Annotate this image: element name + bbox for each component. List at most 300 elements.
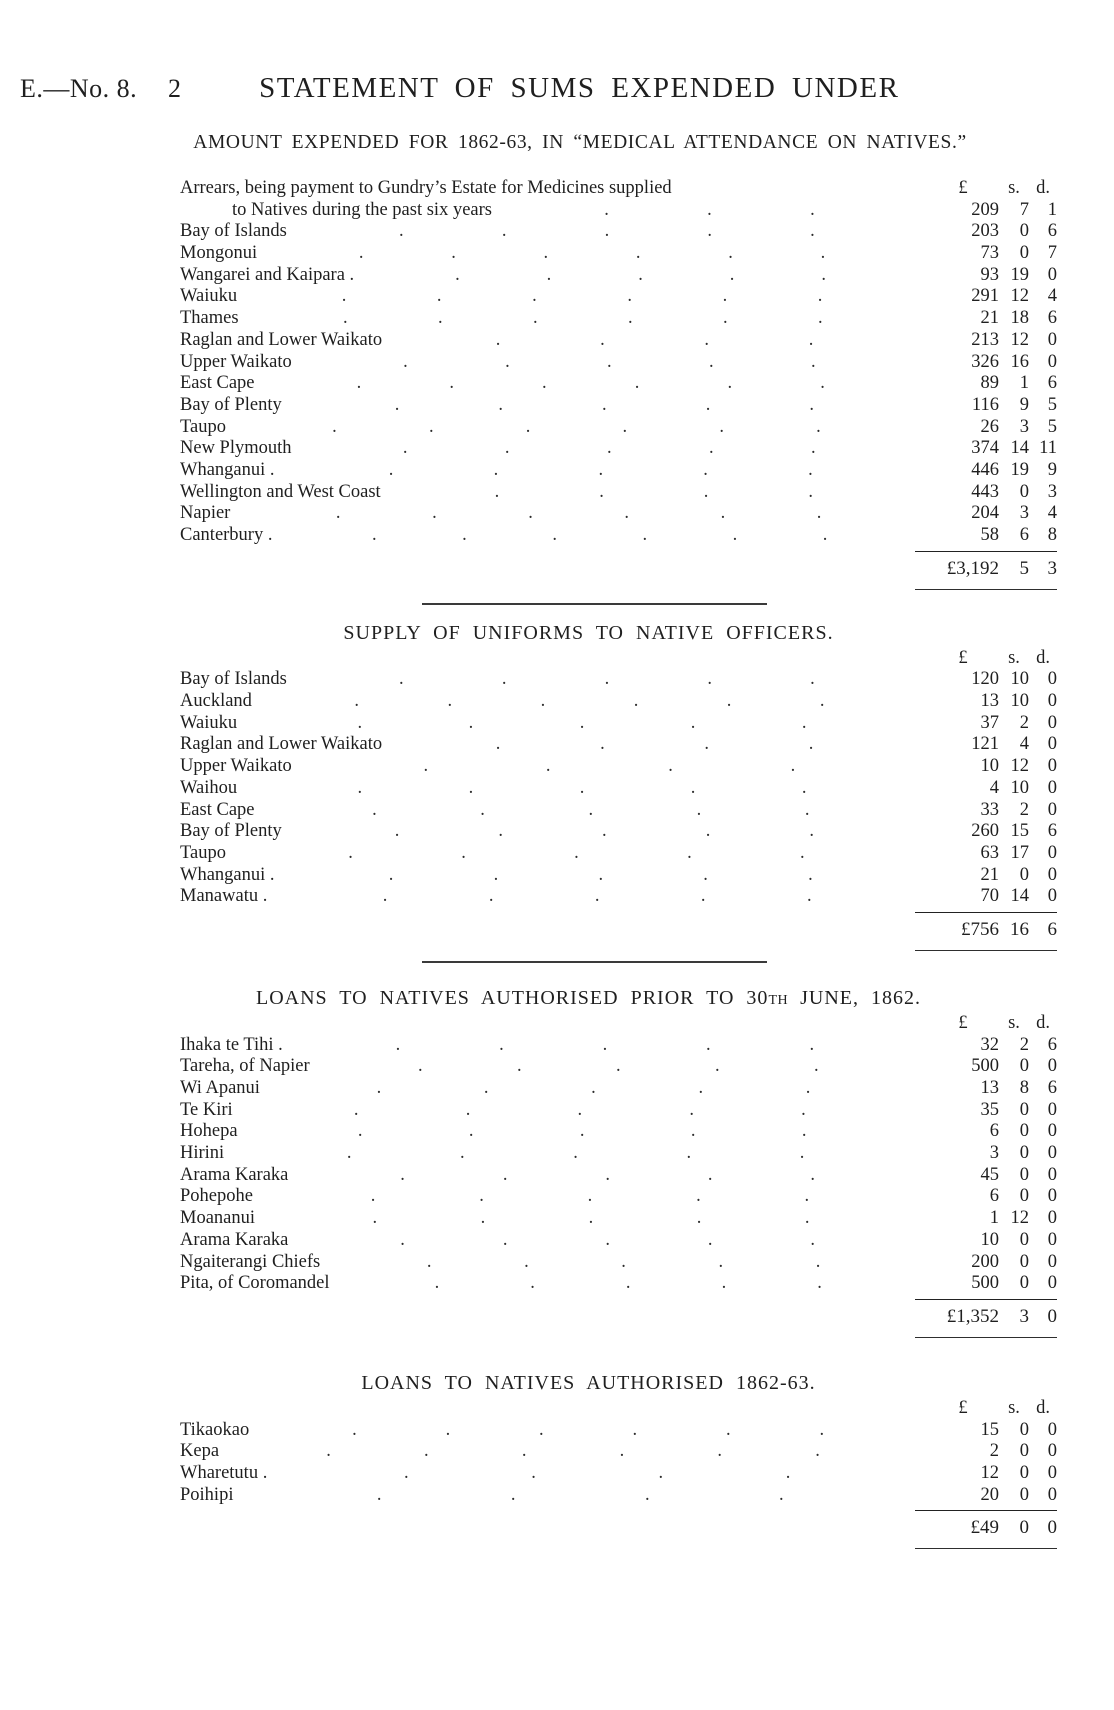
pence-value: 0 <box>1047 1484 1057 1505</box>
row-label: Hohepa <box>180 1121 238 1142</box>
section4-total <box>180 1510 1057 1549</box>
table-row <box>180 417 1057 439</box>
row-label: Tareha, of Napier <box>180 1056 310 1077</box>
row-label: Waiuku <box>180 712 238 733</box>
row-label: Manawatu . <box>180 886 268 907</box>
table-row-arrears-line1 <box>180 178 1057 200</box>
table-row <box>180 691 1057 713</box>
table-row <box>180 1230 1057 1252</box>
row-label: Taupo <box>180 842 226 863</box>
shillings-value: 3 <box>1019 503 1029 524</box>
row-label: Arama Karaka <box>180 1164 289 1185</box>
pence-value: 0 <box>1047 1273 1057 1294</box>
leader-dots: . . . . . . <box>341 286 823 307</box>
total-pence: 0 <box>1047 1305 1057 1327</box>
table-row <box>180 482 1057 504</box>
shillings-value: 0 <box>1019 1419 1029 1440</box>
pence-value: 4 <box>1047 286 1057 307</box>
leader-dots: . . . . . <box>394 394 814 415</box>
row-label: Bay of Plenty <box>180 394 282 415</box>
leader-dots: . . . . . <box>418 1056 819 1077</box>
shillings-value: 19 <box>1010 459 1029 480</box>
leader-dots: . . . . . . <box>335 503 822 524</box>
pence-value: 0 <box>1047 1462 1057 1483</box>
table-row <box>180 756 1057 778</box>
leader-dots: . . . . . . <box>326 1441 820 1462</box>
pounds-value: 260 <box>971 821 999 842</box>
total-pounds: £3,192 <box>946 557 999 579</box>
pounds-value: 116 <box>971 394 999 415</box>
pence-value: 0 <box>1047 1099 1057 1120</box>
pence-value: 7 <box>1047 243 1057 264</box>
table-row <box>180 1121 1057 1143</box>
table-row <box>180 395 1057 417</box>
total-row <box>915 912 1057 941</box>
leader-dots: . . . . . <box>399 669 815 690</box>
shillings-value: 15 <box>1010 821 1029 842</box>
total-shillings: 3 <box>1019 1305 1029 1327</box>
shillings-value: 0 <box>1019 1056 1029 1077</box>
table-row <box>180 308 1057 330</box>
pounds-value: 26 <box>980 416 999 437</box>
total-shillings: 16 <box>1010 918 1029 940</box>
shillings-value: 1 <box>1019 373 1029 394</box>
pounds-value: 1 <box>989 1208 999 1229</box>
leader-dots: . . . . . . <box>332 416 821 437</box>
uniforms-table <box>180 648 1057 951</box>
pence-value: 6 <box>1047 373 1057 394</box>
shillings-value: 0 <box>1019 1121 1029 1142</box>
pence-value: 0 <box>1047 756 1057 777</box>
total-pence: 3 <box>1047 557 1057 579</box>
table-row <box>180 886 1057 908</box>
shillings-value: 14 <box>1010 886 1029 907</box>
pence-value: 0 <box>1047 712 1057 733</box>
table-row <box>180 669 1057 691</box>
table-row <box>180 865 1057 887</box>
pounds-value: 500 <box>971 1056 999 1077</box>
leader-dots: . . . . . <box>434 1273 822 1294</box>
pence-column-header: d. <box>1036 647 1050 668</box>
pence-value: 0 <box>1047 734 1057 755</box>
shillings-value: 10 <box>1010 777 1029 798</box>
pounds-value: 443 <box>971 481 999 502</box>
loans-186263-table <box>180 1398 1057 1549</box>
row-label: Auckland <box>180 691 252 712</box>
table-rows <box>180 669 1057 908</box>
pounds-value: 20 <box>980 1484 999 1505</box>
shillings-value: 7 <box>1019 199 1029 220</box>
row-label: Bay of Plenty <box>180 821 282 842</box>
leader-dots: . . . . . <box>399 221 815 242</box>
total-row <box>915 1510 1057 1539</box>
pounds-value: 120 <box>971 669 999 690</box>
shillings-value: 0 <box>1019 1273 1029 1294</box>
row-label: Taupo <box>180 416 226 437</box>
page-number: 2 <box>168 74 181 103</box>
table-row <box>180 243 1057 265</box>
row-label: Te Kiri <box>180 1099 233 1120</box>
leader-dots: . . . . . . <box>352 1419 825 1440</box>
total-pence: 0 <box>1047 1517 1057 1539</box>
pounds-value: 13 <box>980 691 999 712</box>
table-row <box>180 1078 1057 1100</box>
table-row <box>180 1035 1057 1057</box>
page-content <box>180 178 1057 1549</box>
shillings-column-header: s. <box>1008 1397 1020 1418</box>
section1-title: AMOUNT EXPENDED FOR 1862-63, IN “MEDICAL ATTENDANCE ON NATIVES.” <box>193 132 967 153</box>
shillings-value: 10 <box>1010 691 1029 712</box>
leader-dots: . . . . . <box>372 799 810 820</box>
row-label: Upper Waikato <box>180 351 292 372</box>
pounds-value: 6 <box>989 1121 999 1142</box>
row-label: Wangarei and Kaipara . <box>180 264 355 285</box>
leader-dots: . . . . . <box>357 777 807 798</box>
table-row-arrears-line2 <box>180 200 1057 222</box>
currency-header-row <box>180 648 1057 670</box>
leader-dots: . . . . . . <box>358 243 826 264</box>
row-label: Raglan and Lower Waikato <box>180 329 383 350</box>
leader-dots: . . . . . <box>394 821 814 842</box>
section2-heading: SUPPLY OF UNIFORMS TO NATIVE OFFICERS. <box>343 621 834 644</box>
leader-dots: . . . . . . <box>354 691 825 712</box>
total-shillings: 5 <box>1019 557 1029 579</box>
leader-dots: . . . . . <box>357 1121 807 1142</box>
leader-dots: . . . . . <box>353 1099 806 1120</box>
total-rule <box>915 589 1057 590</box>
leader-dots: . . . . . <box>376 1078 811 1098</box>
row-label: Canterbury . <box>180 525 273 545</box>
row-label: Thames <box>180 308 239 329</box>
leader-dots: . . . . . <box>388 459 813 480</box>
total-pounds: £49 <box>970 1517 999 1539</box>
row-label: Arrears, being payment to Gundry’s Estate for Medicines supplied <box>180 178 672 198</box>
pence-value: 8 <box>1047 525 1057 545</box>
pounds-column-header: £ <box>958 647 968 668</box>
row-label: Bay of Islands <box>180 221 287 242</box>
row-label: Ihaka te Tihi . <box>180 1034 283 1055</box>
pence-value: 0 <box>1047 669 1057 690</box>
row-label: East Cape <box>180 373 255 394</box>
table-row <box>180 330 1057 352</box>
pence-value: 3 <box>1047 481 1057 502</box>
pounds-value: 21 <box>980 308 999 329</box>
table-row <box>180 1165 1057 1187</box>
pounds-value: 3 <box>989 1143 999 1164</box>
pounds-value: 45 <box>980 1164 999 1185</box>
pence-value: 0 <box>1047 1251 1057 1272</box>
leader-dots: . . . . . <box>346 1143 805 1164</box>
leader-dots: . . . . <box>494 481 813 502</box>
section3-total <box>180 1299 1057 1338</box>
loans-prior-table <box>180 1013 1057 1338</box>
table-rows <box>180 1035 1057 1295</box>
shillings-value: 0 <box>1019 1229 1029 1250</box>
shillings-value: 8 <box>1019 1078 1029 1098</box>
row-label: Tikaokao <box>180 1419 250 1440</box>
table-row <box>180 286 1057 308</box>
row-label: Bay of Islands <box>180 669 287 690</box>
pounds-value: 35 <box>980 1099 999 1120</box>
pounds-value: 21 <box>980 864 999 885</box>
row-label: to Natives during the past six years <box>232 199 492 220</box>
pounds-column-header: £ <box>958 178 968 198</box>
heading-text: LOANS TO NATIVES AUTHORISED PRIOR TO 30 <box>255 986 769 1009</box>
table-row <box>180 1485 1057 1507</box>
pence-value: 0 <box>1047 864 1057 885</box>
table-row <box>180 1056 1057 1078</box>
total-shillings: 0 <box>1019 1517 1029 1539</box>
shillings-value: 12 <box>1010 1208 1029 1229</box>
table-row <box>180 352 1057 374</box>
pounds-value: 89 <box>980 373 999 394</box>
shillings-value: 6 <box>1019 525 1029 545</box>
shillings-value: 0 <box>1019 1462 1029 1483</box>
leader-dots: . . . . <box>403 1462 791 1483</box>
table-row <box>180 1208 1057 1230</box>
leader-dots: . . . . . . <box>356 373 825 394</box>
pence-value: 0 <box>1047 886 1057 907</box>
leader-dots: . . . . . <box>388 864 813 885</box>
pence-value: 1 <box>1047 199 1057 220</box>
leader-dots: . . . . . <box>400 1229 816 1250</box>
pence-value: 0 <box>1047 799 1057 820</box>
total-pence: 6 <box>1047 918 1057 940</box>
leader-dots: . . . . . <box>426 1251 821 1272</box>
leader-dots: . . . . <box>495 329 814 350</box>
pence-value: 0 <box>1047 691 1057 712</box>
pence-value: 6 <box>1047 1078 1057 1098</box>
row-label: Wellington and West Coast <box>180 481 381 502</box>
pounds-value: 6 <box>989 1186 999 1207</box>
pounds-value: 446 <box>971 459 999 480</box>
shillings-value: 12 <box>1010 756 1029 777</box>
leader-dots: . . . . . <box>357 712 807 733</box>
pence-value: 0 <box>1047 351 1057 372</box>
heading-text: JUNE, 1862. <box>788 986 921 1009</box>
section2-total <box>180 912 1057 951</box>
leader-dots: . . . . . <box>370 1186 810 1207</box>
leader-dots: . . . . <box>495 734 814 755</box>
table-row <box>180 713 1057 735</box>
currency-header-row <box>180 1398 1057 1420</box>
table-row <box>180 1143 1057 1165</box>
row-label: Upper Waikato <box>180 756 292 777</box>
table-row <box>180 503 1057 525</box>
pounds-column-header: £ <box>958 1397 968 1418</box>
pence-value: 6 <box>1047 221 1057 242</box>
shillings-value: 3 <box>1019 416 1029 437</box>
section3-heading <box>180 987 1057 1010</box>
shillings-value: 2 <box>1019 1034 1029 1055</box>
shillings-value: 19 <box>1010 264 1029 285</box>
shillings-value: 0 <box>1019 243 1029 264</box>
pence-value: 0 <box>1047 1441 1057 1462</box>
shillings-value: 18 <box>1010 308 1029 329</box>
shillings-value: 16 <box>1010 351 1029 372</box>
shillings-value: 0 <box>1019 864 1029 885</box>
document-reference: E.—No. 8. <box>20 74 138 103</box>
table-row <box>180 265 1057 287</box>
row-label: Wi Apanui <box>180 1078 260 1098</box>
table-row <box>180 1100 1057 1122</box>
table-rows <box>180 221 1057 546</box>
table-row <box>180 778 1057 800</box>
pounds-value: 37 <box>980 712 999 733</box>
leader-dots: . . . . . <box>348 842 805 863</box>
row-label: Moananui <box>180 1208 256 1229</box>
table-rows <box>180 1420 1057 1507</box>
row-label: Wharetutu . <box>180 1462 268 1483</box>
shillings-value: 12 <box>1010 329 1029 350</box>
table-row <box>180 525 1057 547</box>
pence-value: 0 <box>1047 1121 1057 1142</box>
shillings-value: 0 <box>1019 1441 1029 1462</box>
section4-heading: LOANS TO NATIVES AUTHORISED 1862-63. <box>361 1371 816 1394</box>
total-row <box>915 1299 1057 1328</box>
row-label: New Plymouth <box>180 438 292 459</box>
pence-value: 0 <box>1047 1164 1057 1185</box>
pounds-value: 58 <box>980 525 999 545</box>
table-row <box>180 1252 1057 1274</box>
shillings-value: 4 <box>1019 734 1029 755</box>
row-label: Arama Karaka <box>180 1229 289 1250</box>
pounds-value: 12 <box>980 1462 999 1483</box>
pounds-value: 203 <box>971 221 999 242</box>
currency-header-row <box>180 1013 1057 1035</box>
pence-value: 0 <box>1047 1229 1057 1250</box>
leader-dots: . . . . . <box>403 351 816 372</box>
total-pounds: £1,352 <box>946 1305 999 1327</box>
row-label: Hirini <box>180 1143 225 1164</box>
table-row <box>180 460 1057 482</box>
table-row <box>180 734 1057 756</box>
shillings-value: 2 <box>1019 712 1029 733</box>
table-row <box>180 221 1057 243</box>
total-rule <box>915 1548 1057 1549</box>
pence-value: 9 <box>1047 459 1057 480</box>
running-title: STATEMENT OF SUMS EXPENDED UNDER <box>259 72 900 104</box>
total-pounds: £756 <box>961 918 999 940</box>
pence-value: 11 <box>1039 438 1057 459</box>
shillings-value: 17 <box>1010 842 1029 863</box>
pounds-value: 73 <box>980 243 999 264</box>
pounds-value: 10 <box>980 756 999 777</box>
section1-total <box>180 551 1057 590</box>
pence-value: 6 <box>1047 308 1057 329</box>
shillings-value: 0 <box>1019 221 1029 242</box>
pence-value: 0 <box>1047 1208 1057 1229</box>
table-row <box>180 1441 1057 1463</box>
pounds-value: 500 <box>971 1273 999 1294</box>
row-label: Ngaiterangi Chiefs <box>180 1251 321 1272</box>
pounds-value: 213 <box>971 329 999 350</box>
pence-value: 4 <box>1047 503 1057 524</box>
leader-dots: . . . <box>604 199 815 220</box>
page-header <box>0 74 1114 108</box>
pounds-value: 326 <box>971 351 999 372</box>
pence-value: 0 <box>1047 842 1057 863</box>
pounds-value: 63 <box>980 842 999 863</box>
row-label: Pita, of Coromandel <box>180 1273 330 1294</box>
pence-value: 0 <box>1047 1186 1057 1207</box>
leader-dots: . . . . . <box>395 1034 815 1055</box>
pence-column-header: d. <box>1036 1397 1050 1418</box>
row-label: Pohepohe <box>180 1186 253 1207</box>
pounds-value: 374 <box>971 438 999 459</box>
pounds-value: 200 <box>971 1251 999 1272</box>
pounds-value: 33 <box>980 799 999 820</box>
pounds-column-header: £ <box>958 1012 968 1033</box>
leader-dots: . . . . . <box>402 438 816 459</box>
pounds-value: 291 <box>971 286 999 307</box>
shillings-value: 10 <box>1010 669 1029 690</box>
pence-value: 6 <box>1047 821 1057 842</box>
section-divider <box>422 603 767 605</box>
total-rule <box>915 950 1057 951</box>
pence-value: 0 <box>1047 264 1057 285</box>
row-label: East Cape <box>180 799 255 820</box>
table-row <box>180 1463 1057 1485</box>
pence-column-header: d. <box>1036 178 1050 198</box>
shillings-value: 0 <box>1019 1143 1029 1164</box>
shillings-column-header: s. <box>1008 1012 1020 1033</box>
pence-value: 0 <box>1047 777 1057 798</box>
leader-dots: . . . . . . <box>372 525 828 545</box>
shillings-value: 0 <box>1019 1484 1029 1505</box>
row-label: Raglan and Lower Waikato <box>180 734 383 755</box>
shillings-value: 9 <box>1019 394 1029 415</box>
shillings-value: 12 <box>1010 286 1029 307</box>
pence-value: 0 <box>1047 1056 1057 1077</box>
pounds-value: 121 <box>971 734 999 755</box>
table-row <box>180 800 1057 822</box>
section-divider <box>422 961 767 963</box>
table-row <box>180 373 1057 395</box>
pounds-value: 4 <box>989 777 999 798</box>
pence-column-header: d. <box>1036 1012 1050 1033</box>
pounds-value: 32 <box>980 1034 999 1055</box>
leader-dots: . . . . . <box>400 1164 816 1185</box>
pounds-value: 15 <box>980 1419 999 1440</box>
row-label: Waiuku <box>180 286 238 307</box>
pounds-value: 13 <box>980 1078 999 1098</box>
leader-dots: . . . . . . <box>342 308 823 329</box>
shillings-value: 2 <box>1019 799 1029 820</box>
pence-value: 0 <box>1047 1143 1057 1164</box>
leader-dots: . . . . <box>376 1484 784 1505</box>
shillings-column-header: s. <box>1008 178 1020 198</box>
row-label: Waihou <box>180 777 238 798</box>
shillings-value: 0 <box>1019 1164 1029 1185</box>
table-row <box>180 438 1057 460</box>
pence-value: 5 <box>1047 416 1057 437</box>
shillings-value: 0 <box>1019 481 1029 502</box>
row-label: Napier <box>180 503 231 524</box>
pence-value: 0 <box>1047 329 1057 350</box>
row-label: Whanganui . <box>180 459 275 480</box>
leader-dots: . . . . . <box>372 1208 810 1229</box>
table-row <box>180 843 1057 865</box>
shillings-value: 0 <box>1019 1251 1029 1272</box>
total-row <box>915 551 1057 580</box>
row-label: Whanganui . <box>180 864 275 885</box>
row-label: Poihipi <box>180 1484 234 1505</box>
pounds-value: 2 <box>989 1441 999 1462</box>
medical-attendance-table <box>180 178 1057 590</box>
leader-dots: . . . . . <box>382 886 812 907</box>
shillings-value: 0 <box>1019 1099 1029 1120</box>
